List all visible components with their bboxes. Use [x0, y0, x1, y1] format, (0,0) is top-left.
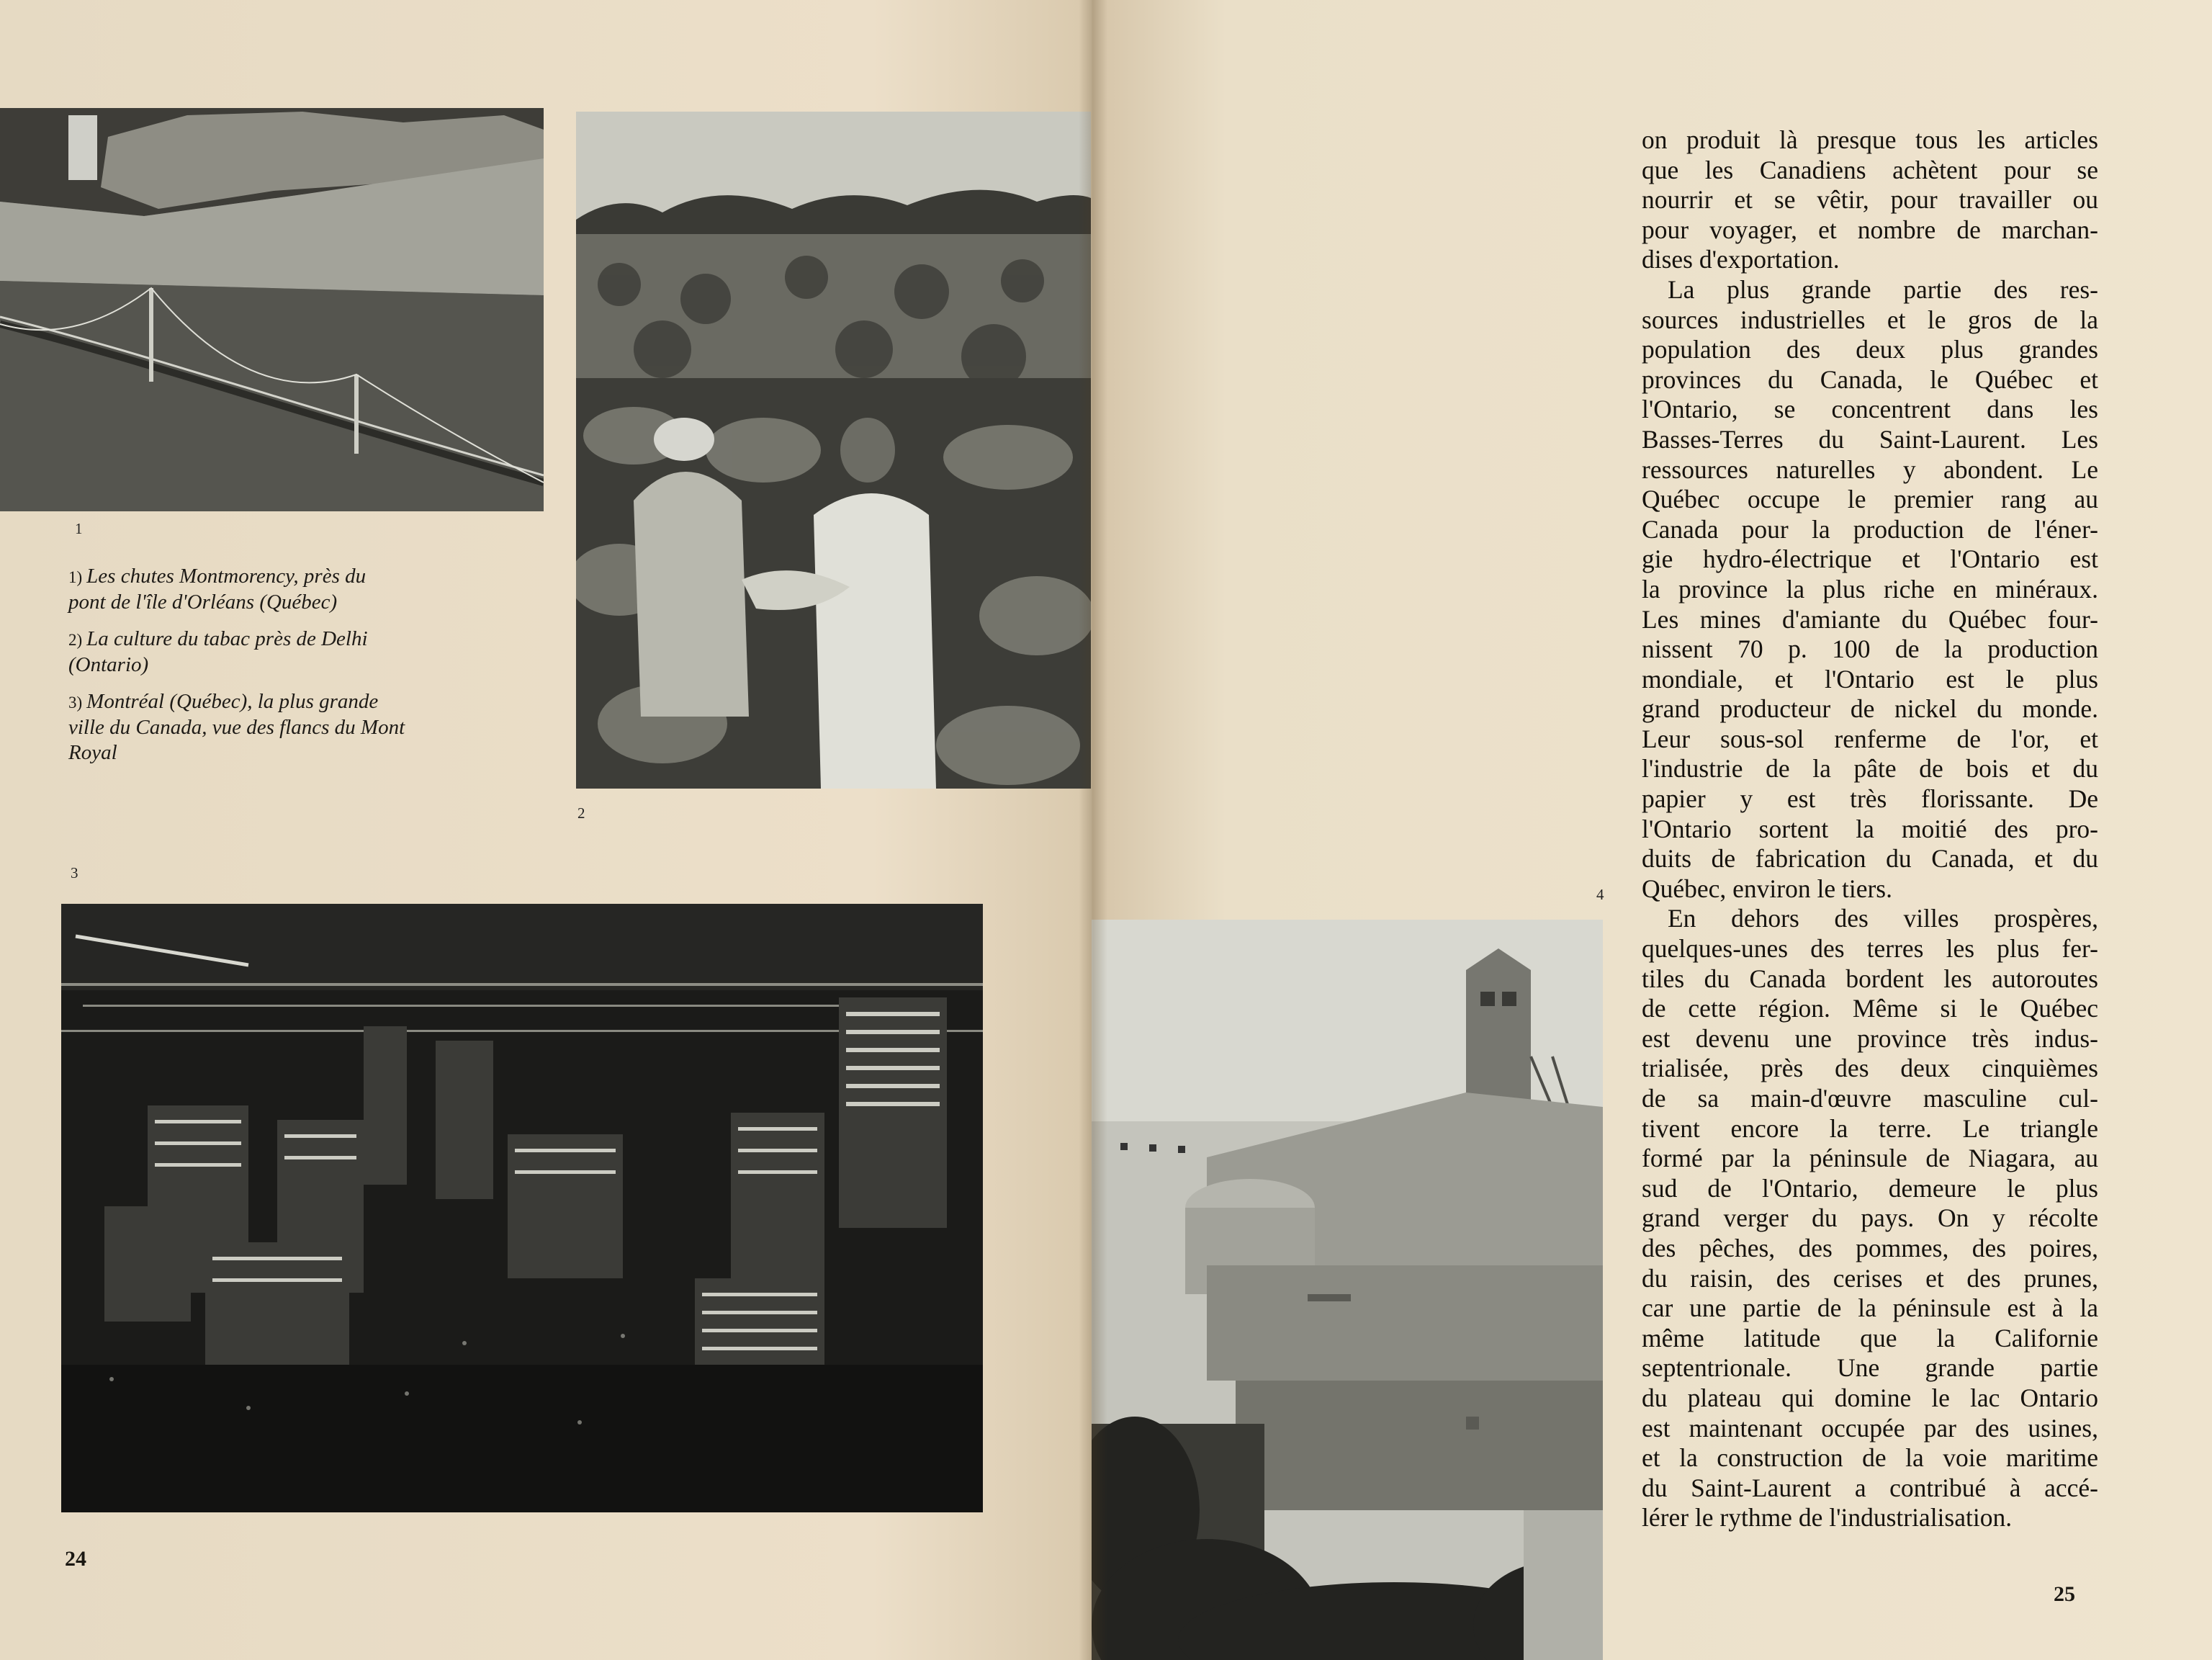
photo-tobacco-field	[576, 112, 1091, 789]
text-line: que les Canadiens achètent pour se	[1642, 155, 2098, 184]
text-line: mondiale, et l'Ontario est le plus	[1642, 664, 2098, 694]
text-line: population des deux plus grandes	[1642, 335, 2098, 364]
text-line: du raisin, des cerises et des prunes,	[1642, 1263, 2098, 1293]
caption-1-number: 1)	[68, 568, 83, 586]
caption-1	[68, 564, 407, 615]
caption-3	[68, 689, 407, 766]
text-line: Les mines d'amiante du Québec four-	[1642, 604, 2098, 634]
text-line: la province la plus riche en minéraux.	[1642, 574, 2098, 604]
text-line: ressources naturelles y abondent. Le	[1642, 454, 2098, 484]
text-line: La plus grande partie des res-	[1668, 274, 2098, 304]
text-line: et la construction de la voie maritime	[1642, 1443, 2098, 1473]
captions-1-3	[68, 564, 407, 777]
text-line: lérer le rythme de l'industrialisation.	[1642, 1503, 2013, 1533]
text-line: quelques-unes des terres les plus fer-	[1642, 934, 2098, 964]
text-line: En dehors des villes prospères,	[1668, 904, 2098, 933]
photo-montreal-night	[61, 904, 983, 1512]
text-line: sources industrielles et le gros de la	[1642, 305, 2098, 334]
figure-number-4: 4	[1596, 886, 1604, 903]
text-line: formé par la péninsule de Niagara, au	[1642, 1144, 2098, 1173]
text-line: de sa main-d'œuvre masculine cul-	[1642, 1084, 2098, 1113]
right-text-column	[1642, 125, 2098, 1533]
text-line: dises d'exportation.	[1642, 245, 1840, 274]
text-line: pour voyager, et nombre de marchan-	[1642, 215, 2098, 244]
text-line: Québec occupe le premier rang au	[1642, 485, 2098, 514]
text-line: des pêches, des pommes, des poires,	[1642, 1233, 2098, 1262]
photo-uranium-mine	[1092, 920, 1603, 1660]
text-line: Québec, environ le tiers.	[1642, 874, 1892, 903]
caption-2	[68, 627, 407, 678]
text-line: l'industrie de la pâte de bois et du	[1642, 754, 2098, 784]
text-line: de cette région. Même si le Québec	[1642, 994, 2098, 1023]
text-line: provinces du Canada, le Québec et	[1642, 364, 2098, 394]
text-line: grand verger du pays. On y récolte	[1642, 1203, 2098, 1233]
text-line: papier y est très florissante. De	[1642, 784, 2098, 814]
figure-number-1: 1	[75, 520, 83, 537]
text-line: tiles du Canada bordent les autoroutes	[1642, 964, 2098, 993]
book-gutter	[1079, 0, 1107, 1660]
text-line: Leur sous-sol renferme de l'or, et	[1642, 724, 2098, 753]
text-line: duits de fabrication du Canada, et du	[1642, 844, 2098, 874]
text-line: tivent encore la terre. Le triangle	[1642, 1113, 2098, 1143]
caption-3-text: Montréal (Québec), la plus grande ville du Canada, vue des flancs du Mont Royal	[68, 690, 405, 764]
caption-2-text: La culture du tabac près de Delhi (Ontario)	[68, 627, 368, 676]
text-line: est devenu une province très indus-	[1642, 1023, 2098, 1053]
text-line: on produit là presque tous les articles	[1642, 125, 2098, 154]
text-line: est maintenant occupée par des usines,	[1642, 1413, 2098, 1443]
text-line: car une partie de la péninsule est à la	[1642, 1293, 2098, 1323]
text-line: gie hydro-électrique et l'Ontario est	[1642, 544, 2098, 574]
page-number-right: 25	[2054, 1582, 2075, 1606]
text-line: septentrionale. Une grande partie	[1642, 1353, 2098, 1383]
text-line: trialisée, près des deux cinquièmes	[1642, 1054, 2098, 1083]
text-line: l'Ontario, se concentrent dans les	[1642, 395, 2098, 424]
figure-number-2: 2	[577, 804, 585, 822]
text-line: du plateau qui domine le lac Ontario	[1642, 1383, 2098, 1412]
text-line: Basses-Terres du Saint-Laurent. Les	[1642, 424, 2098, 454]
text-line: Canada pour la production de l'éner-	[1642, 514, 2098, 544]
caption-3-number: 3)	[68, 694, 83, 712]
text-line: l'Ontario sortent la moitié des pro-	[1642, 814, 2098, 843]
left-page	[0, 0, 1092, 1660]
text-line: sud de l'Ontario, demeure le plus	[1642, 1173, 2098, 1203]
text-line: même latitude que la Californie	[1642, 1323, 2098, 1352]
right-page	[1092, 0, 2212, 1660]
text-line: nourrir et se vêtir, pour travailler ou	[1642, 185, 2098, 215]
caption-2-number: 2)	[68, 631, 83, 649]
page-number-left: 24	[65, 1547, 86, 1571]
text-line: du Saint-Laurent a contribué à accé-	[1642, 1473, 2098, 1502]
figure-number-3: 3	[71, 864, 78, 881]
text-line: grand producteur de nickel du monde.	[1642, 694, 2098, 724]
text-line: nissent 70 p. 100 de la production	[1642, 634, 2098, 664]
photo-montmorency-bridge	[0, 108, 544, 511]
caption-1-text: Les chutes Montmorency, près du pont de l'île d'Orléans (Québec)	[68, 565, 367, 614]
